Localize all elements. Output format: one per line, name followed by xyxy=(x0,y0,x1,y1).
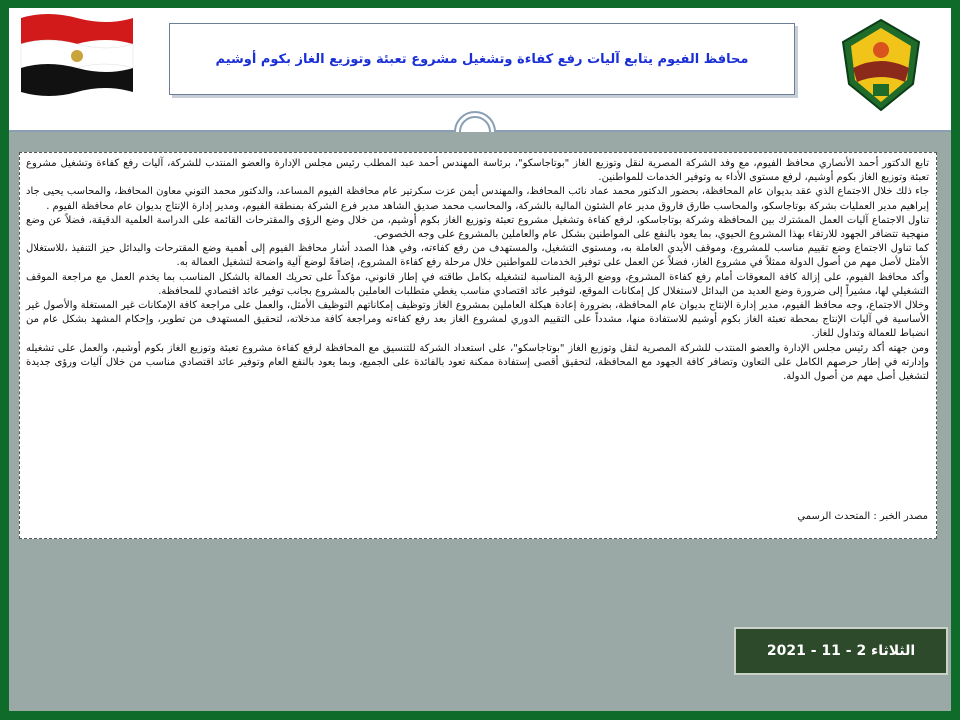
title-box xyxy=(169,23,795,95)
page-frame xyxy=(9,8,951,711)
governorate-logo-icon xyxy=(833,14,929,118)
news-source: مصدر الخبر : المتحدث الرسمي xyxy=(797,511,928,522)
content-area xyxy=(9,132,951,711)
article-body xyxy=(26,157,929,384)
date-badge xyxy=(734,627,948,675)
date-label: الثلاثاء 2 - 11 - 2021 xyxy=(766,643,916,659)
article-paragraph: تابع الدكتور أحمد الأنصاري محافظ الفيوم، مع وفد الشركة المصرية لنقل وتوزيع الغاز "بوتاجاسكو"، برئاسة المهندس أحمد عبد المطلب رئيس مجلس الإدارة والعضو المنتدب للشركة، آليات رفع كفاءة وتشغيل مشروع تعبئة وتوزيع الغاز بكوم أوشيم، لرفع مستوى الأداء به وتوفير الخدمات للمواطنين. xyxy=(26,158,929,184)
article-paragraph: وخلال الاجتماع، وجه محافظ الفيوم، مدير إدارة الإنتاج بديوان عام المحافظة، بضرورة إعادة هيكلة العاملين بمشروع الغاز وتوظيف إمكاناتهم التوظيف الأمثل، والعمل على مراجعة كافة الإمكانات غير المستغلة والأصول غير الأساسية في آليات الإنتاج بمحطة تعبئة الغاز بكوم أوشيم للاستفادة منها، مشدداً على التقييم الدوري لمشروع الغاز بعد رفع كفاءته ومراجعة كافة مدخلاته، لتحقيق المستهدف من تطوير، وإحكام المشهد بشكل عام من انضباط للعمالة وتداول للغاز. xyxy=(26,300,929,340)
egypt-flag-icon xyxy=(17,10,137,98)
article-box xyxy=(19,152,937,539)
article-paragraph: جاء ذلك خلال الاجتماع الذي عقد بديوان عام المحافظة، بحضور الدكتور محمد عماد نائب المحافظ، والمهندس أيمن عزت سكرتير عام محافظة الفيوم المساعد، والدكتور محمد التوني معاون المحافظ، والمحاسب يحيى جاد إبراهيم مدير العمليات بشركة بوتاجاسكو، والمحاسب طارق فاروق مدير عام الشئون المالية بالشركة، والمحاسب محمد صديق الشاهد مدير فرع الشركة بمنطقة الفيوم، ومدير إدارة الإنتاج بديوان عام محافظة الفيوم . xyxy=(26,186,929,212)
article-paragraph: تناول الاجتماع آليات العمل المشترك بين المحافظة وشركة بوتاجاسكو، لرفع كفاءة وتشغيل مشروع تعبئة وتوزيع الغاز بكوم أوشيم، من خلال وضع الرؤى والمقترحات القائمة على الدراسة العلمية الدقيقة، فضلاً عن وضع منهجية تتضافر الجهود للارتقاء بهذا المشروع الحيوي، بما يعود بالنفع على المواطنين بشكل عام والعاملين بالمشروع على وجه الخصوص. xyxy=(26,214,929,241)
article-paragraph: كما تناول الاجتماع وضع تقييم مناسب للمشروع، وموقف الأيدي العاملة به، ومستوى التشغيل، والمستهدف من رفع كفاءته، وفي هذا الصدد أشار محافظ الفيوم إلى أهمية وضع المقترحات والبدائل حيز التنفيذ ،للاستغلال الأمثل لأصل مهم من أصول الدولة ممثلاً في مشروع الغاز، فضلاً عن العمل على توفير الخدمات للمواطنين خلال مرحلة رفع كفاءة المشروع، إضافةً لوضع آلية واضحة لتشغيل العمالة به. xyxy=(26,243,929,269)
page-title: محافظ الفيوم يتابع آليات رفع كفاءة وتشغيل مشروع تعبئة وتوزيع الغاز بكوم أوشيم xyxy=(215,51,749,67)
article-paragraph: وأكد محافظ الفيوم، على إزالة كافة المعوقات أمام رفع كفاءة المشروع، ووضع الرؤية المناسبة لتشغيله بكامل طاقته في إطار قانوني، مؤكداً على تحريك العمالة بالشكل المناسب بما يخدم العمل مع مراجعة الموقف التشغيلي لها، مشيراً إلى ضرورة وضع العديد من البدائل لاستغلال كل إمكانات الموقع، لتوفير عائد اقتصادي مناسب يغطي متطلبات العاملين بالمشروع بجانب توفير عائد اقتصادي للمحافظة. xyxy=(26,271,929,297)
article-paragraph: ومن جهته أكد رئيس مجلس الإدارة والعضو المنتدب للشركة المصرية لنقل وتوزيع الغاز "بوتاجاسكو"، على استعداد الشركة للتنسيق مع المحافظة لرفع كفاءة مشروع تعبئة وتوزيع الغاز بكوم أوشيم، والعمل على تشغيله وإدارته في إطار حرصهم الكامل على التعاون وتضافر كافة الجهود مع المحافظة، لتحقيق أقصى إستفادة ممكنة تعود بالفائدة على الجميع، وبما يعود بالنفع العام وتوفير عائد اقتصادي مناسب من خلال آليات ورؤى جديدة لتشغيل أصل مهم من أصول الدولة. xyxy=(26,342,929,383)
